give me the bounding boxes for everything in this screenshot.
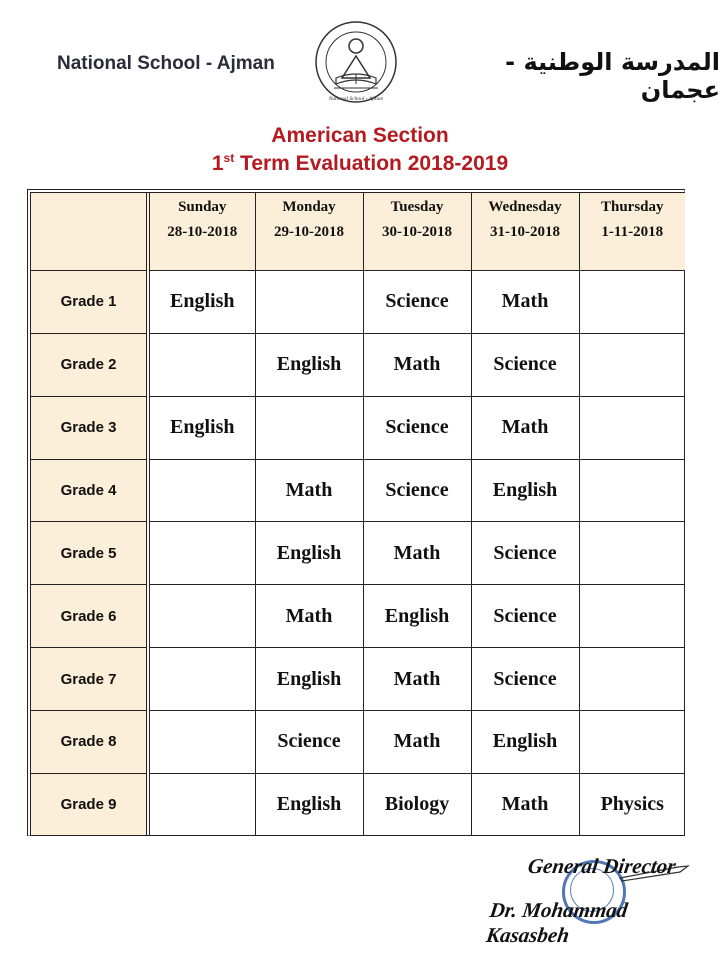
day-name: Thursday [600, 199, 664, 215]
day-date: 30-10-2018 [382, 224, 452, 240]
signature-block [470, 842, 710, 952]
subject-cell: Science [471, 522, 579, 585]
grade-label: Grade 3 [31, 396, 148, 459]
subject-cell: Math [363, 522, 471, 585]
subject-cell: Math [363, 711, 471, 774]
subject-cell [579, 711, 685, 774]
school-name-en: National School - Ajman [57, 53, 275, 74]
day-date: 28-10-2018 [167, 224, 238, 240]
subject-cell: English [255, 773, 363, 835]
day-name: Monday [282, 199, 336, 215]
subject-cell [579, 333, 685, 396]
subject-cell: Biology [363, 773, 471, 835]
table-row [31, 773, 685, 835]
grade-label: Grade 7 [31, 648, 148, 711]
subject-cell: Science [471, 648, 579, 711]
subject-cell [579, 271, 685, 334]
subject-cell: English [148, 396, 255, 459]
grade-label: Grade 8 [31, 711, 148, 774]
subject-cell [579, 648, 685, 711]
signature-name: Dr. Mohammad Kasasbeh [484, 898, 630, 947]
subject-cell [579, 585, 685, 648]
section-title: American Section [271, 124, 449, 147]
day-header-tuesday [363, 193, 471, 271]
subject-cell: Science [363, 459, 471, 522]
subject-cell: Science [363, 396, 471, 459]
subject-cell: English [148, 271, 255, 334]
day-header-wednesday [471, 193, 579, 271]
subject-cell: English [471, 459, 579, 522]
table-row [31, 585, 685, 648]
subject-cell: Science [255, 711, 363, 774]
subject-cell [579, 459, 685, 522]
grade-label: Grade 4 [31, 459, 148, 522]
grade-label: Grade 5 [31, 522, 148, 585]
subject-cell [579, 396, 685, 459]
subject-cell [148, 648, 255, 711]
term-number: 1 [211, 152, 224, 175]
schedule-grid [31, 193, 685, 835]
term-suffix: st [223, 151, 235, 165]
day-header-monday [255, 193, 363, 271]
subject-cell: English [471, 711, 579, 774]
subject-cell: English [255, 648, 363, 711]
subject-cell: Math [471, 396, 579, 459]
grade-label: Grade 9 [31, 773, 148, 835]
day-name: Wednesday [488, 199, 562, 215]
grade-label: Grade 6 [31, 585, 148, 648]
subject-cell [255, 396, 363, 459]
day-date: 1-11-2018 [601, 224, 664, 240]
subject-cell: Science [471, 333, 579, 396]
table-row [31, 271, 685, 334]
day-header-thursday [579, 193, 685, 271]
school-logo [312, 18, 400, 110]
subject-cell: Math [471, 773, 579, 835]
subject-cell [148, 522, 255, 585]
subject-cell: Math [471, 271, 579, 334]
day-date: 29-10-2018 [274, 224, 344, 240]
subject-cell: English [255, 333, 363, 396]
subject-cell: English [363, 585, 471, 648]
table-row [31, 459, 685, 522]
day-header-row [31, 193, 685, 271]
schedule-table [27, 189, 685, 836]
subject-cell: Science [363, 271, 471, 334]
table-row [31, 648, 685, 711]
subject-cell: Math [255, 459, 363, 522]
logo-caption: National School - Ajman [328, 96, 384, 102]
subject-cell [148, 711, 255, 774]
term-title [0, 152, 720, 176]
signature-title: General Director [526, 854, 678, 878]
subject-cell: Science [471, 585, 579, 648]
table-row [31, 396, 685, 459]
subject-cell [148, 773, 255, 835]
subject-cell: Physics [579, 773, 685, 835]
school-name-ar: المدرسة الوطنية - عجمان [505, 48, 720, 104]
table-row [31, 333, 685, 396]
subject-cell: Math [363, 333, 471, 396]
subject-cell: Math [255, 585, 363, 648]
day-name: Sunday [178, 199, 227, 215]
day-header-sunday [148, 193, 255, 271]
subject-cell [579, 522, 685, 585]
subject-cell: English [255, 522, 363, 585]
subject-cell: Math [363, 648, 471, 711]
subject-cell [148, 459, 255, 522]
grade-label: Grade 1 [31, 271, 148, 334]
subject-cell [148, 333, 255, 396]
table-row [31, 522, 685, 585]
day-date: 31-10-2018 [490, 224, 560, 240]
day-name: Tuesday [390, 199, 444, 215]
subject-cell [255, 271, 363, 334]
table-row [31, 711, 685, 774]
term-rest: Term Evaluation 2018-2019 [234, 152, 509, 175]
grade-label: Grade 2 [31, 333, 148, 396]
subject-cell [148, 585, 255, 648]
corner-cell [31, 193, 148, 271]
